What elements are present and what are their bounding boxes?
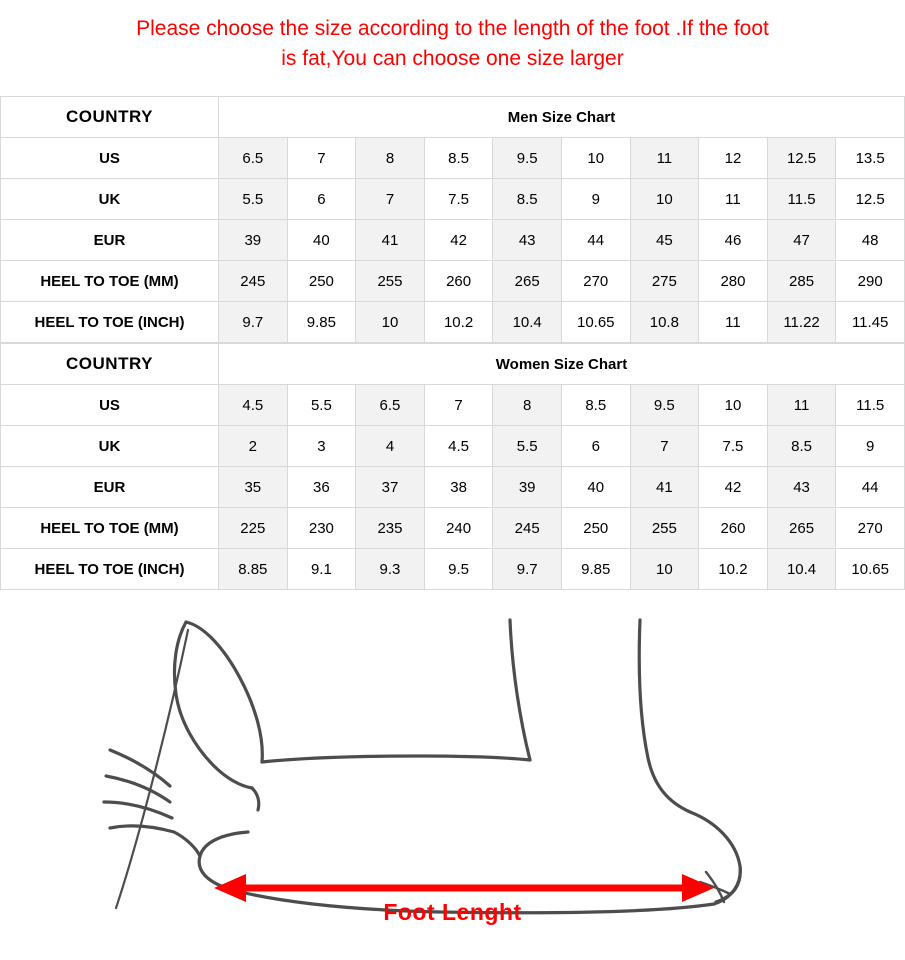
- men-size-chart-table: [0, 96, 905, 343]
- cell: 9.85: [287, 302, 356, 343]
- men-chart-title: Men Size Chart: [219, 97, 905, 138]
- cell: 7.5: [699, 426, 768, 467]
- table-row: [1, 261, 905, 302]
- table-row: [1, 179, 905, 220]
- cell: 270: [836, 508, 905, 549]
- women-chart-header-row: [1, 344, 905, 385]
- cell: 10.2: [699, 549, 768, 590]
- table-row: [1, 549, 905, 590]
- cell: 4.5: [219, 385, 288, 426]
- cell: 230: [287, 508, 356, 549]
- table-row: [1, 385, 905, 426]
- row-label-us: US: [1, 385, 219, 426]
- cell: 10: [630, 179, 699, 220]
- cell: 13.5: [836, 138, 905, 179]
- cell: 40: [561, 467, 630, 508]
- cell: 260: [424, 261, 493, 302]
- row-label-heel-to-toe-inch: HEEL TO TOE (INCH): [1, 302, 219, 343]
- cell: 265: [767, 508, 836, 549]
- cell: 10: [699, 385, 768, 426]
- cell: 11.5: [767, 179, 836, 220]
- cell: 240: [424, 508, 493, 549]
- row-label-uk: UK: [1, 426, 219, 467]
- cell: 10.65: [561, 302, 630, 343]
- cell: 225: [219, 508, 288, 549]
- cell: 44: [561, 220, 630, 261]
- table-row: [1, 508, 905, 549]
- table-row: [1, 426, 905, 467]
- cell: 11: [699, 302, 768, 343]
- cell: 10.2: [424, 302, 493, 343]
- table-row: [1, 138, 905, 179]
- cell: 11.22: [767, 302, 836, 343]
- women-chart-title: Women Size Chart: [219, 344, 905, 385]
- table-row: [1, 467, 905, 508]
- cell: 7: [287, 138, 356, 179]
- cell: 9.5: [630, 385, 699, 426]
- cell: 11: [630, 138, 699, 179]
- foot-length-illustration: [0, 590, 905, 940]
- cell: 43: [767, 467, 836, 508]
- cell: 9.85: [561, 549, 630, 590]
- women-country-label: COUNTRY: [1, 344, 219, 385]
- cell: 255: [356, 261, 425, 302]
- cell: 12: [699, 138, 768, 179]
- size-notice: [0, 0, 905, 96]
- cell: 36: [287, 467, 356, 508]
- size-notice-line-1: Please choose the size according to the length of the foot .If the foot: [136, 17, 769, 40]
- cell: 250: [561, 508, 630, 549]
- cell: 245: [493, 508, 562, 549]
- table-row: [1, 220, 905, 261]
- cell: 42: [699, 467, 768, 508]
- cell: 8.5: [424, 138, 493, 179]
- cell: 255: [630, 508, 699, 549]
- row-label-heel-to-toe-inch: HEEL TO TOE (INCH): [1, 549, 219, 590]
- cell: 9.5: [493, 138, 562, 179]
- men-country-label: COUNTRY: [1, 97, 219, 138]
- cell: 44: [836, 467, 905, 508]
- cell: 41: [630, 467, 699, 508]
- cell: 35: [219, 467, 288, 508]
- cell: 10.4: [767, 549, 836, 590]
- cell: 7: [356, 179, 425, 220]
- cell: 11: [699, 179, 768, 220]
- women-size-chart-table: [0, 343, 905, 590]
- cell: 9: [561, 179, 630, 220]
- cell: 7.5: [424, 179, 493, 220]
- cell: 10.8: [630, 302, 699, 343]
- cell: 45: [630, 220, 699, 261]
- cell: 37: [356, 467, 425, 508]
- cell: 11.45: [836, 302, 905, 343]
- cell: 285: [767, 261, 836, 302]
- row-label-eur: EUR: [1, 467, 219, 508]
- cell: 7: [424, 385, 493, 426]
- cell: 270: [561, 261, 630, 302]
- cell: 8.5: [561, 385, 630, 426]
- cell: 4: [356, 426, 425, 467]
- cell: 8: [493, 385, 562, 426]
- cell: 4.5: [424, 426, 493, 467]
- cell: 10: [630, 549, 699, 590]
- cell: 39: [219, 220, 288, 261]
- cell: 265: [493, 261, 562, 302]
- cell: 6: [287, 179, 356, 220]
- size-notice-line-2: is fat,You can choose one size larger: [281, 47, 624, 70]
- cell: 8.5: [493, 179, 562, 220]
- cell: 6.5: [356, 385, 425, 426]
- cell: 245: [219, 261, 288, 302]
- cell: 3: [287, 426, 356, 467]
- cell: 42: [424, 220, 493, 261]
- cell: 235: [356, 508, 425, 549]
- cell: 9.5: [424, 549, 493, 590]
- cell: 5.5: [493, 426, 562, 467]
- cell: 10: [561, 138, 630, 179]
- cell: 10.65: [836, 549, 905, 590]
- cell: 9.1: [287, 549, 356, 590]
- cell: 250: [287, 261, 356, 302]
- men-chart-header-row: [1, 97, 905, 138]
- cell: 11: [767, 385, 836, 426]
- cell: 275: [630, 261, 699, 302]
- row-label-uk: UK: [1, 179, 219, 220]
- foot-outline-svg: [0, 590, 905, 940]
- cell: 10: [356, 302, 425, 343]
- cell: 8.5: [767, 426, 836, 467]
- cell: 2: [219, 426, 288, 467]
- cell: 9.3: [356, 549, 425, 590]
- foot-length-caption: Foot Lenght: [383, 899, 522, 925]
- cell: 39: [493, 467, 562, 508]
- cell: 10.4: [493, 302, 562, 343]
- cell: 43: [493, 220, 562, 261]
- row-label-us: US: [1, 138, 219, 179]
- cell: 38: [424, 467, 493, 508]
- row-label-heel-to-toe-mm: HEEL TO TOE (MM): [1, 261, 219, 302]
- cell: 8.85: [219, 549, 288, 590]
- row-label-eur: EUR: [1, 220, 219, 261]
- cell: 6: [561, 426, 630, 467]
- cell: 41: [356, 220, 425, 261]
- cell: 290: [836, 261, 905, 302]
- foot-length-arrow: [214, 874, 714, 902]
- table-row: [1, 302, 905, 343]
- cell: 12.5: [767, 138, 836, 179]
- cell: 47: [767, 220, 836, 261]
- foot-outline-path: [104, 620, 740, 913]
- cell: 5.5: [219, 179, 288, 220]
- row-label-heel-to-toe-mm: HEEL TO TOE (MM): [1, 508, 219, 549]
- cell: 48: [836, 220, 905, 261]
- cell: 11.5: [836, 385, 905, 426]
- cell: 9: [836, 426, 905, 467]
- cell: 6.5: [219, 138, 288, 179]
- cell: 7: [630, 426, 699, 467]
- cell: 46: [699, 220, 768, 261]
- cell: 40: [287, 220, 356, 261]
- cell: 9.7: [493, 549, 562, 590]
- cell: 5.5: [287, 385, 356, 426]
- cell: 260: [699, 508, 768, 549]
- cell: 12.5: [836, 179, 905, 220]
- cell: 8: [356, 138, 425, 179]
- cell: 280: [699, 261, 768, 302]
- cell: 9.7: [219, 302, 288, 343]
